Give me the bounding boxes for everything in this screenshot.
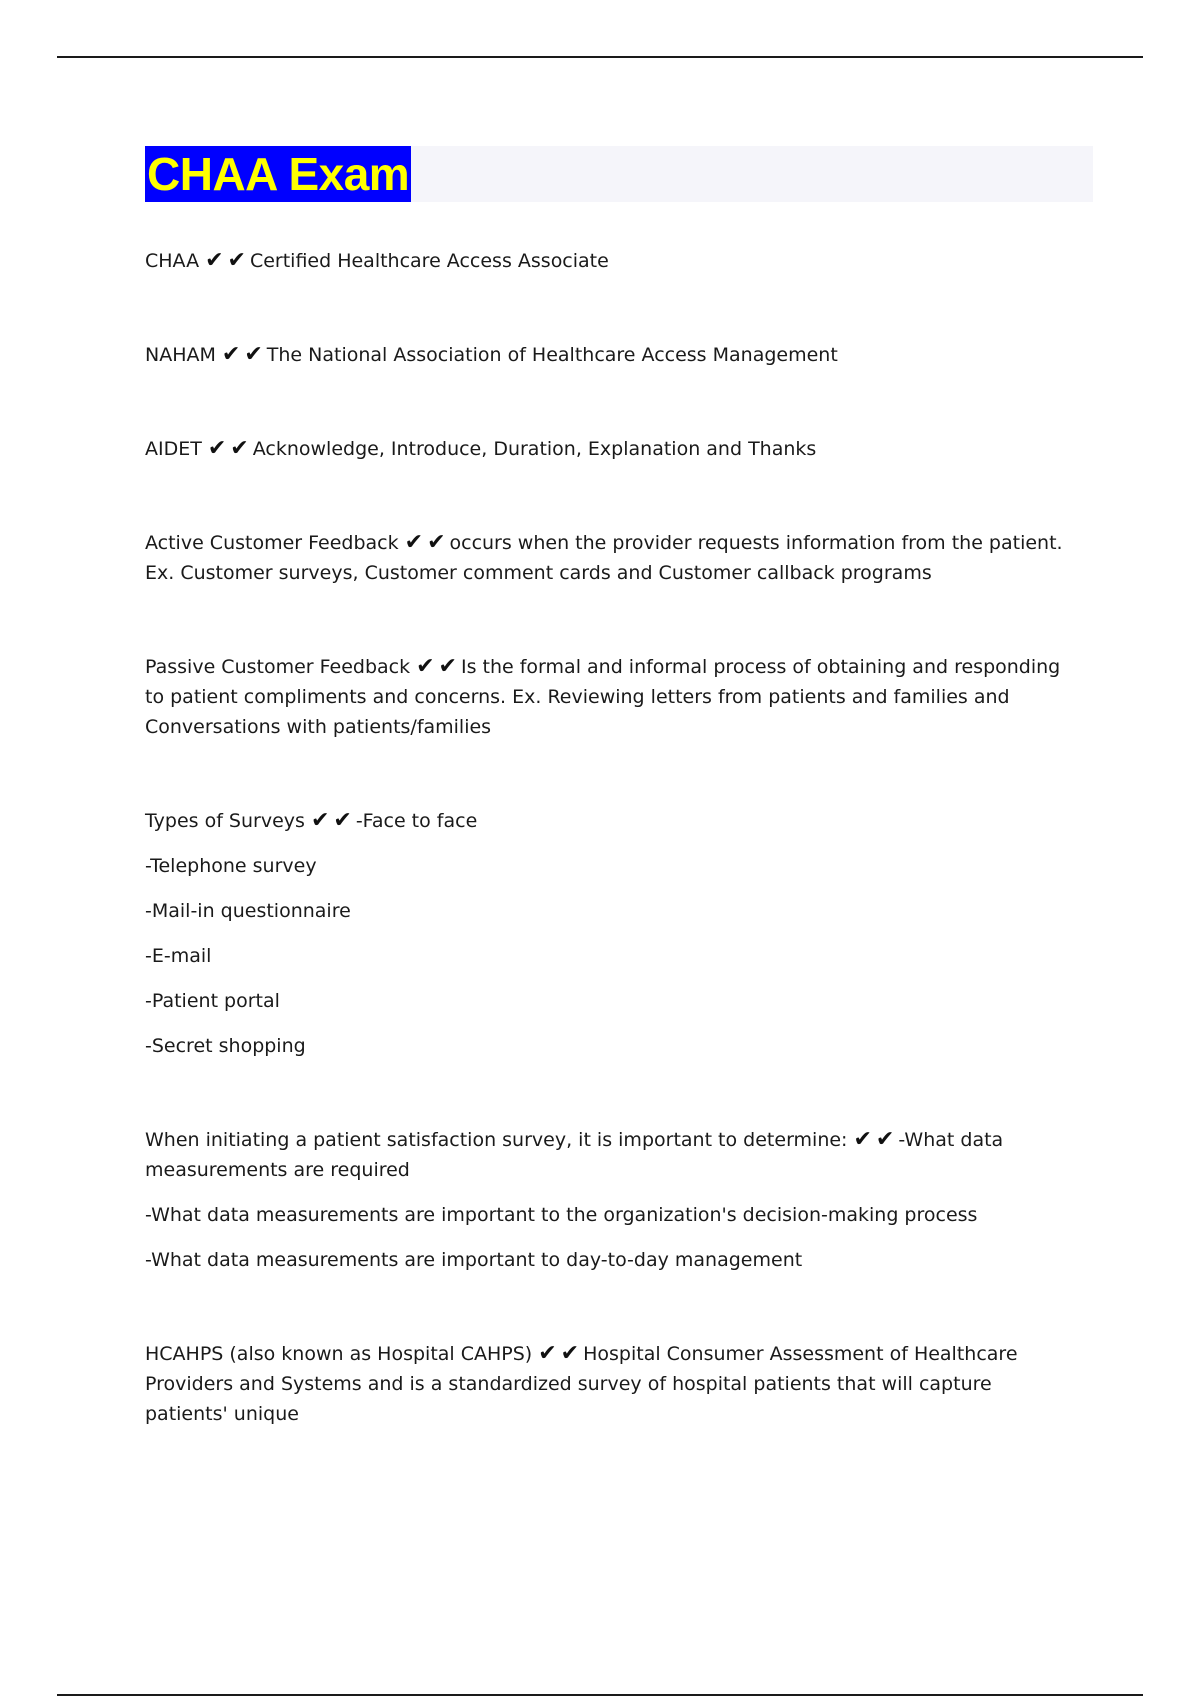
flashcard-entry (145, 434, 1075, 464)
entry-definition: Certified Healthcare Access Associate (249, 250, 609, 272)
entry-definition: Acknowledge, Introduce, Duration, Explanation and Thanks (252, 438, 817, 460)
flashcard-entry (145, 1339, 1075, 1429)
check-icon: ✔ (427, 530, 446, 555)
check-icon: ✔ (404, 530, 424, 555)
entry-definition: -Face to face (355, 810, 478, 832)
flashcard-list (145, 246, 1075, 1493)
check-icon: ✔ (438, 654, 457, 679)
entry-term: When initiating a patient satisfaction survey, it is important to determine: (145, 1129, 848, 1151)
flashcard-entry (145, 652, 1075, 742)
entry-continuation: -What data measurements are important to day-to-day management (145, 1249, 803, 1271)
entry-term: Types of Surveys (145, 810, 305, 832)
check-icon: ✔ (227, 248, 246, 273)
check-icon: ✔ (560, 1341, 580, 1366)
check-icon: ✔ (416, 654, 435, 679)
entry-definition: Hospital Consumer Assessment of Healthcare Providers and Systems and is a standardized survey of hospital patients that will capture patients' unique (145, 1343, 1018, 1425)
entry-continuation: -Patient portal (145, 990, 280, 1012)
entry-line (145, 806, 1075, 836)
check-icon: ✔ (333, 808, 352, 833)
check-icon: ✔ (538, 1341, 557, 1366)
check-icon: ✔ (221, 342, 241, 367)
entry-line (145, 246, 1075, 276)
entry-continuation: -Telephone survey (145, 855, 317, 877)
entry-term: AIDET (145, 438, 202, 460)
entry-continuation: -Secret shopping (145, 1035, 306, 1057)
check-icon: ✔ (230, 436, 249, 461)
entry-definition: -What data measurements are required (145, 1129, 1004, 1181)
entry-term: Active Customer Feedback (145, 532, 399, 554)
entry-term: Passive Customer Feedback (145, 656, 411, 678)
entry-term: HCAHPS (also known as Hospital CAHPS) (145, 1343, 533, 1365)
title-bar (145, 146, 1093, 202)
entry-line (145, 528, 1075, 588)
flashcard-entry (145, 340, 1075, 370)
footer-rule (57, 1694, 1143, 1696)
flashcard-entry (145, 528, 1075, 588)
entry-continuation: -Mail-in questionnaire (145, 900, 351, 922)
entry-term: NAHAM (145, 344, 216, 366)
entry-line (145, 652, 1075, 742)
check-icon: ✔ (853, 1127, 872, 1152)
check-icon: ✔ (310, 808, 330, 833)
entry-term: CHAA (145, 250, 200, 272)
entry-definition: occurs when the provider requests information from the patient. Ex. Customer surveys, Customer comment cards and Customer callback programs (145, 532, 1063, 584)
entry-definition: The National Association of Healthcare Access Management (266, 344, 838, 366)
flashcard-entry (145, 246, 1075, 276)
entry-line (145, 1339, 1075, 1429)
entry-definition: Is the formal and informal process of obtaining and responding to patient compliments and concerns. Ex. Reviewing letters from patients and families and Conversations with patients/families (145, 656, 1061, 738)
check-icon: ✔ (244, 342, 263, 367)
entry-line (145, 434, 1075, 464)
document-title: CHAA Exam (147, 148, 410, 200)
flashcard-entry (145, 806, 1075, 1061)
check-icon: ✔ (875, 1127, 895, 1152)
check-icon: ✔ (205, 248, 224, 273)
entry-continuation: -What data measurements are important to the organization's decision-making process (145, 1204, 978, 1226)
check-icon: ✔ (207, 436, 227, 461)
header-rule (57, 56, 1143, 58)
entry-line (145, 340, 1075, 370)
entry-continuation: -E-mail (145, 945, 212, 967)
entry-line (145, 1125, 1075, 1185)
flashcard-entry (145, 1125, 1075, 1275)
